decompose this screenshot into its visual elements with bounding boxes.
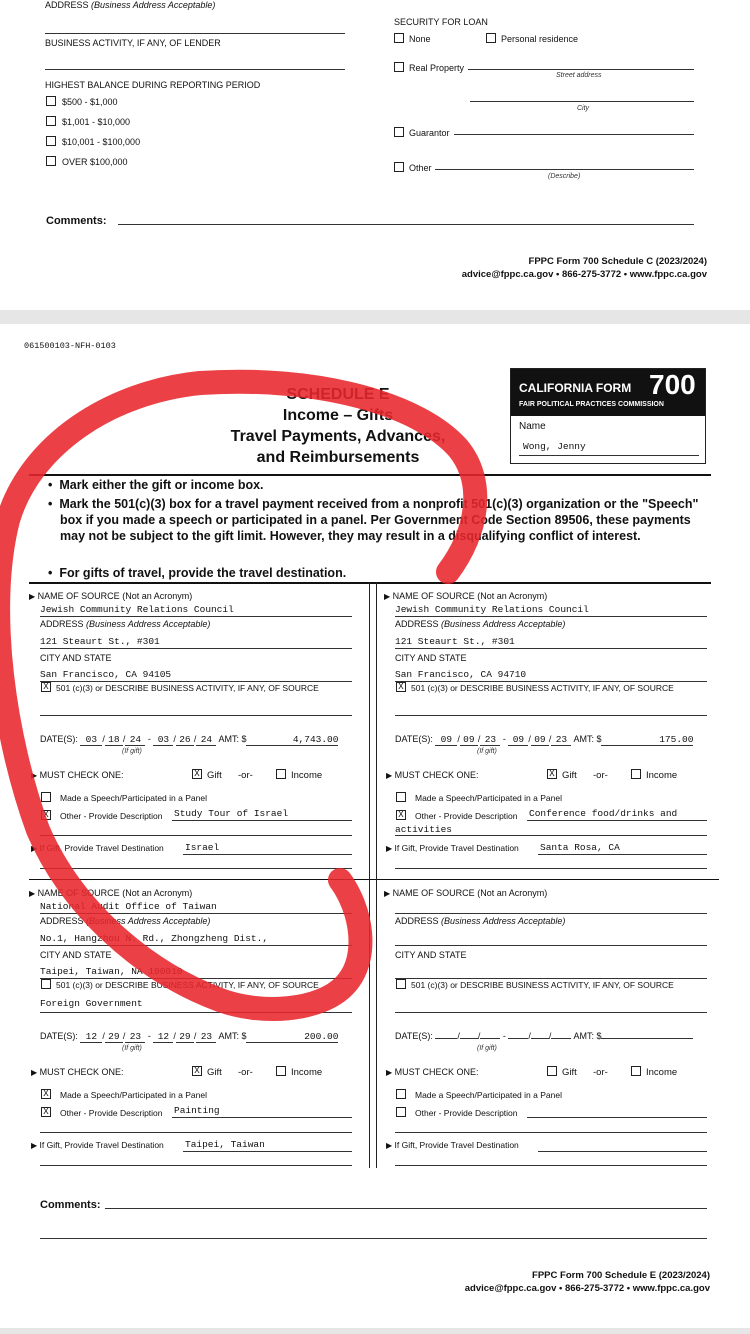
date-to-month[interactable]: 03 (153, 734, 173, 746)
city-state-value[interactable]: San Francisco, CA 94105 (40, 669, 172, 680)
dates-row: DATE(S): / / - / / AMT: $ (395, 1031, 693, 1041)
schedule-title (198, 384, 478, 468)
travel-destination-value[interactable]: Israel (185, 842, 220, 853)
gift-checkbox[interactable]: X (192, 769, 202, 779)
amount-value[interactable]: 4,743.00 (246, 734, 338, 746)
travel-destination-value[interactable]: Santa Rosa, CA (540, 842, 620, 853)
form-id-box (510, 368, 706, 464)
income-label: Income (291, 770, 323, 781)
security-personal-checkbox[interactable] (486, 33, 496, 43)
balance-checkbox-4[interactable] (46, 156, 56, 166)
amount-value[interactable] (601, 1038, 693, 1039)
security-none-label: None (409, 34, 431, 44)
other-description-checkbox[interactable]: X (396, 810, 406, 820)
date-to-month[interactable] (508, 1038, 528, 1039)
form-banner (511, 369, 705, 416)
date-from-year[interactable]: 24 (125, 734, 145, 746)
date-to-month[interactable]: 12 (153, 1031, 173, 1043)
other-description-label: Other - Provide Description (60, 811, 163, 821)
gift-label: Gift (207, 1067, 222, 1078)
income-checkbox[interactable] (276, 1066, 286, 1076)
amount-value[interactable]: 200.00 (246, 1031, 338, 1043)
date-from-day[interactable]: 09 (460, 734, 478, 746)
balance-checkbox-3[interactable] (46, 136, 56, 146)
city-state-label: CITY AND STATE (40, 653, 112, 663)
document-id: 061500103-NFH-0103 (24, 341, 116, 351)
other-description-value[interactable]: Study Tour of Israel (174, 808, 289, 819)
schedule-c-footer-contact: advice@fppc.ca.gov • 866-275-3772 • www.fppc.ca.gov (461, 269, 707, 280)
schedule-c-footer (462, 255, 707, 281)
schedule-title-line-4: and Reimbursements (256, 449, 420, 466)
balance-option-4: OVER $100,000 (62, 157, 128, 167)
source-name-value[interactable]: Jewish Community Relations Council (40, 604, 234, 615)
speech-label: Made a Speech/Participated in a Panel (415, 793, 562, 803)
city-state-value[interactable]: Taipei, Taiwan, NA 100010 (40, 966, 183, 977)
c3-checkbox[interactable]: X (41, 682, 51, 692)
gift-checkbox[interactable]: X (192, 1066, 202, 1076)
amount-value[interactable]: 175.00 (601, 734, 693, 746)
gift-label: Gift (562, 1067, 577, 1078)
speech-label: Made a Speech/Participated in a Panel (415, 1090, 562, 1100)
c3-label: 501 (c)(3) or DESCRIBE BUSINESS ACTIVITY, IF ANY, OF SOURCE (56, 980, 319, 990)
real-property-label: Real Property (409, 63, 465, 73)
city-state-label: CITY AND STATE (40, 950, 112, 960)
income-label: Income (646, 770, 678, 781)
source-name-label: ▶ NAME OF SOURCE (Not an Acronym) (29, 888, 193, 898)
if-gift-caption: (If gift) (477, 1045, 497, 1052)
source-address-label: ADDRESS (Business Address Acceptable) (40, 619, 211, 629)
name-value: Wong, Jenny (523, 441, 586, 452)
business-activity-value[interactable]: Foreign Government (40, 998, 143, 1009)
income-label: Income (646, 1067, 678, 1078)
must-check-label: ▶ MUST CHECK ONE: (31, 770, 124, 780)
income-entry-2 (384, 589, 724, 884)
income-entry-1 (29, 589, 369, 884)
date-to-year[interactable]: 24 (196, 734, 216, 746)
or-label: -or- (593, 1067, 608, 1078)
date-from-month[interactable]: 09 (435, 734, 457, 746)
date-to-day[interactable]: 26 (176, 734, 194, 746)
c3-checkbox[interactable] (41, 979, 51, 989)
source-name-value[interactable]: Jewish Community Relations Council (395, 604, 589, 615)
date-from-day[interactable]: 29 (105, 1031, 123, 1043)
source-name-label: ▶ NAME OF SOURCE (Not an Acronym) (29, 591, 193, 601)
income-checkbox[interactable] (276, 769, 286, 779)
dates-row: DATE(S): 03 / 18 / 24 - 03 / 26 / 24 AMT: $ 4,743.00 (40, 734, 339, 745)
date-to-year[interactable] (551, 1038, 571, 1039)
schedule-e-footer (465, 1269, 710, 1295)
other-description-label: Other - Provide Description (415, 811, 518, 821)
date-from-year[interactable]: 23 (480, 734, 500, 746)
income-label: Income (291, 1067, 323, 1078)
schedule-title-line-3: Travel Payments, Advances, (230, 428, 446, 445)
speech-label: Made a Speech/Participated in a Panel (60, 1090, 207, 1100)
c3-checkbox[interactable] (396, 979, 406, 989)
date-to-year[interactable]: 23 (196, 1031, 216, 1043)
schedule-c-footer-title: FPPC Form 700 Schedule C (2023/2024) (528, 256, 707, 267)
instruction-3: • For gifts of travel, provide the travel destination. (48, 566, 347, 580)
income-entry-3 (29, 886, 369, 1181)
income-checkbox[interactable] (631, 1066, 641, 1076)
schedule-e-comments-label: Comments: (40, 1199, 101, 1211)
travel-destination-label: ▶ If Gift, Provide Travel Destination (386, 843, 519, 853)
travel-destination-label: ▶ If Gift, Provide Travel Destination (386, 1140, 519, 1150)
other-security-label: Other (409, 163, 432, 173)
c3-label: 501 (c)(3) or DESCRIBE BUSINESS ACTIVITY, IF ANY, OF SOURCE (56, 683, 319, 693)
schedule-title-line-1: SCHEDULE E (286, 386, 390, 403)
if-gift-caption: (If gift) (477, 748, 497, 755)
form-number: 700 (649, 369, 696, 400)
other-description-value[interactable]: Conference food/drinks and (529, 808, 678, 819)
speech-checkbox[interactable] (396, 1089, 406, 1099)
guarantor-checkbox[interactable] (394, 127, 404, 137)
date-from-day[interactable]: 18 (105, 734, 123, 746)
date-from-year[interactable] (480, 1038, 500, 1039)
city-caption: City (577, 105, 590, 112)
lender-address-label: ADDRESS (Business Address Acceptable) (45, 0, 216, 10)
travel-destination-value[interactable]: Taipei, Taiwan (185, 1139, 265, 1150)
schedule-e-footer-title: FPPC Form 700 Schedule E (2023/2024) (532, 1270, 710, 1281)
date-to-day[interactable] (531, 1038, 549, 1039)
date-to-year[interactable]: 23 (551, 734, 571, 746)
date-from-day[interactable] (460, 1038, 478, 1039)
other-description-value[interactable]: Painting (174, 1105, 220, 1116)
or-label: -or- (238, 770, 253, 781)
real-property-checkbox[interactable] (394, 62, 404, 72)
date-from-month[interactable]: 12 (80, 1031, 102, 1043)
speech-label: Made a Speech/Participated in a Panel (60, 793, 207, 803)
dates-row: DATE(S): 09 / 09 / 23 - 09 / 09 / 23 AMT: $ 175.00 (395, 734, 694, 745)
instruction-2: • Mark the 501(c)(3) box for a travel payment received from a nonprofit 501(c)(3) organization or the "Speech" box if you made a speech or participated in a panel. Per Government Code Section 89506, these payments may not be subject to the gift limit. However, they may result in a disqualifying conflict of interest. (48, 497, 699, 543)
other-description-checkbox[interactable]: X (41, 810, 51, 820)
date-from-month[interactable] (435, 1038, 457, 1039)
gift-label: Gift (562, 770, 577, 781)
speech-checkbox[interactable] (41, 792, 51, 802)
speech-checkbox[interactable] (396, 792, 406, 802)
instruction-1: • Mark either the gift or income box. (48, 478, 264, 492)
schedule-c-page (0, 0, 750, 310)
gift-checkbox[interactable] (547, 1066, 557, 1076)
lender-business-activity-label: BUSINESS ACTIVITY, IF ANY, OF LENDER (45, 38, 221, 48)
income-checkbox[interactable] (631, 769, 641, 779)
gift-checkbox[interactable]: X (547, 769, 557, 779)
balance-option-2: $1,001 - $10,000 (62, 117, 131, 127)
balance-option-3: $10,001 - $100,000 (62, 137, 141, 147)
guarantor-label: Guarantor (409, 128, 450, 138)
highest-balance-label: HIGHEST BALANCE DURING REPORTING PERIOD (45, 80, 261, 90)
other-description-label: Other - Provide Description (60, 1108, 163, 1118)
source-address-label: ADDRESS (Business Address Acceptable) (395, 619, 566, 629)
date-to-month[interactable]: 09 (508, 734, 528, 746)
if-gift-caption: (If gift) (122, 1045, 142, 1052)
schedule-e-footer-contact: advice@fppc.ca.gov • 866-275-3772 • www.fppc.ca.gov (464, 1283, 710, 1294)
other-description-value-line-2[interactable]: activities (395, 824, 453, 835)
city-state-value[interactable]: San Francisco, CA 94710 (395, 669, 527, 680)
schedule-title-line-2: Income – Gifts (282, 407, 394, 424)
travel-destination-label: ▶ If Gift, Provide Travel Destination (31, 843, 164, 853)
c3-checkbox[interactable]: X (396, 682, 406, 692)
source-name-label: ▶ NAME OF SOURCE (Not an Acronym) (384, 591, 548, 601)
must-check-label: ▶ MUST CHECK ONE: (386, 770, 479, 780)
income-entry-4 (384, 886, 724, 1181)
source-name-label: ▶ NAME OF SOURCE (Not an Acronym) (384, 888, 548, 898)
date-to-day[interactable]: 09 (531, 734, 549, 746)
must-check-label: ▶ MUST CHECK ONE: (31, 1067, 124, 1077)
source-name-value[interactable]: National Audit Office of Taiwan (40, 901, 217, 912)
street-address-caption: Street address (556, 72, 602, 79)
source-address-value[interactable]: No.1, Hangzhou N. Rd., Zhongzheng Dist., (40, 933, 269, 944)
balance-checkbox-1[interactable] (46, 96, 56, 106)
commission-label: FAIR POLITICAL PRACTICES COMMISSION (519, 401, 664, 408)
balance-option-1: $500 - $1,000 (62, 97, 118, 107)
schedule-e-page (0, 324, 750, 1328)
c3-label: 501 (c)(3) or DESCRIBE BUSINESS ACTIVITY, IF ANY, OF SOURCE (411, 980, 674, 990)
city-state-label: CITY AND STATE (395, 653, 467, 663)
or-label: -or- (238, 1067, 253, 1078)
balance-checkbox-2[interactable] (46, 116, 56, 126)
source-address-label: ADDRESS (Business Address Acceptable) (40, 916, 211, 926)
or-label: -or- (593, 770, 608, 781)
source-address-value[interactable]: 121 Steaurt St., #301 (395, 636, 515, 647)
schedule-c-comments-label: Comments: (46, 215, 107, 227)
security-for-loan-label: SECURITY FOR LOAN (394, 17, 488, 27)
city-state-label: CITY AND STATE (395, 950, 467, 960)
c3-label: 501 (c)(3) or DESCRIBE BUSINESS ACTIVITY, IF ANY, OF SOURCE (411, 683, 674, 693)
speech-checkbox[interactable]: X (41, 1089, 51, 1099)
dates-row: DATE(S): 12 / 29 / 23 - 12 / 29 / 23 AMT: $ 200.00 (40, 1031, 339, 1042)
source-address-label: ADDRESS (Business Address Acceptable) (395, 916, 566, 926)
security-personal-label: Personal residence (501, 34, 579, 44)
california-form-label: CALIFORNIA FORM (519, 381, 632, 395)
gift-label: Gift (207, 770, 222, 781)
travel-destination-label: ▶ If Gift, Provide Travel Destination (31, 1140, 164, 1150)
other-description-label: Other - Provide Description (415, 1108, 518, 1118)
describe-caption: (Describe) (548, 173, 581, 180)
other-description-checkbox[interactable]: X (41, 1107, 51, 1117)
security-none-checkbox[interactable] (394, 33, 404, 43)
date-to-day[interactable]: 29 (176, 1031, 194, 1043)
other-security-checkbox[interactable] (394, 162, 404, 172)
if-gift-caption: (If gift) (122, 748, 142, 755)
name-label: Name (519, 421, 546, 432)
source-address-value[interactable]: 121 Steaurt St., #301 (40, 636, 160, 647)
other-description-checkbox[interactable] (396, 1107, 406, 1117)
date-from-month[interactable]: 03 (80, 734, 102, 746)
must-check-label: ▶ MUST CHECK ONE: (386, 1067, 479, 1077)
date-from-year[interactable]: 23 (125, 1031, 145, 1043)
